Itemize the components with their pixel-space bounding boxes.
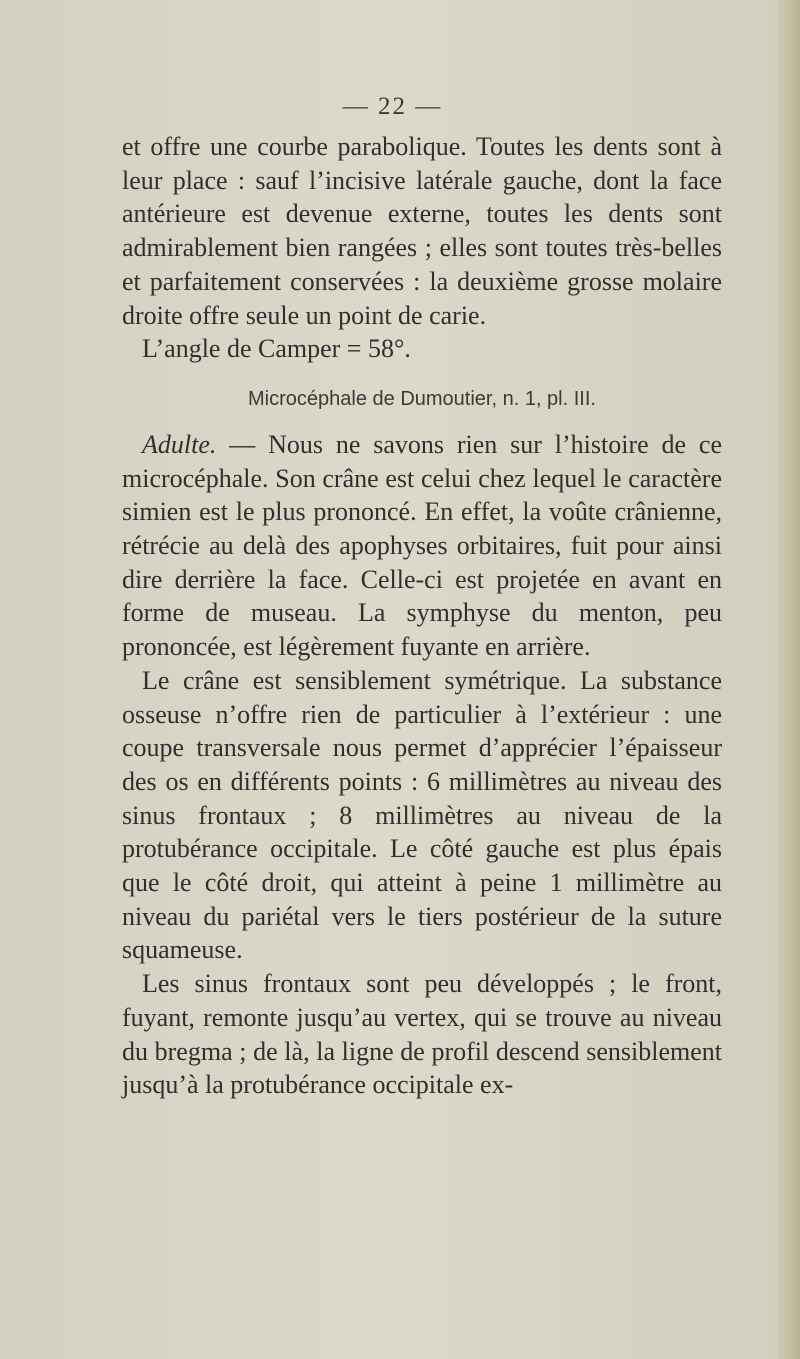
body-text xyxy=(122,130,722,1102)
page-number-header: — 22 — xyxy=(342,93,443,120)
page-edge xyxy=(778,0,800,1359)
paragraph-camper: L’angle de Camper = 58°. xyxy=(142,334,411,364)
paragraph-adulte xyxy=(122,428,722,664)
section-caption: Microcéphale de Dumoutier, n. 1, pl. III. xyxy=(248,387,596,410)
adulte-text: — Nous ne savons rien sur l’histoire de ce microcéphale. Son crâne est celui chez lequel le caractère simien est le plus prononcé. En effet, la voûte crânienne, rétrécie au delà des apophyses orbitaires, fuit pour ainsi dire derrière la face. Celle-ci est projetée en avant en forme de museau. La symphyse du menton, peu prononcée, est légèrement fuyante en arrière. xyxy=(122,429,722,662)
paragraph-crane: Le crâne est sensiblement symétrique. La substance osseuse n’offre rien de particulier à l’extérieur : une coupe transversale nous permet d’apprécier l’épaisseur des os en différents points : 6 millimètres au niveau des sinus frontaux ; 8 millimètres au niveau de la protubérance occipitale. Le côté gauche est plus épais que le côté droit, qui atteint à peine 1 millimètre au niveau du pariétal vers le tiers postérieur de la suture squameuse. xyxy=(122,665,722,965)
adulte-label: Adulte. xyxy=(142,429,217,459)
paragraph-sinus: Les sinus frontaux sont peu développés ; le front, fuyant, remonte jusqu’au vertex, qui se trouve au niveau du bregma ; de là, la ligne de profil descend sensiblement jusqu’à la protubérance occipitale ex- xyxy=(122,969,722,1100)
paragraph-dents: et offre une courbe parabolique. Toutes les dents sont à leur place : sauf l’incisive latérale gauche, dont la face antérieure est devenue externe, toutes les dents sont admirablement bien rangées ; elles sont toutes très-belles et parfaitement conservées : la deuxième grosse molaire droite offre seule un point de carie. xyxy=(122,132,722,330)
